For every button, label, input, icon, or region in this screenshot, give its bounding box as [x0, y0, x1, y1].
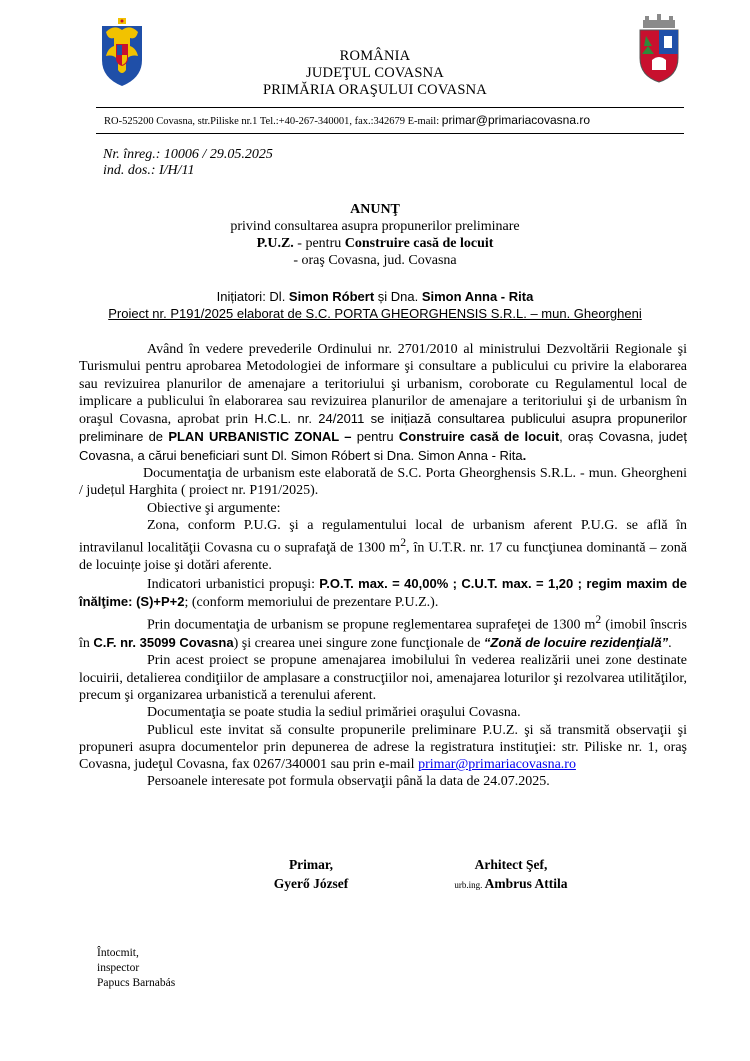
announcement-title: ANUNŢ — [350, 202, 400, 217]
p6-text-d: ) şi crearea unei singure zone funcţionale de — [233, 636, 484, 652]
p4-text-b: , în U.T.R. nr. 17 cu funcţiunea dominantă – zonă de locuințe joise şi dotări aferente. — [79, 540, 688, 574]
address-text: RO-525200 Covasna, str.Piliske nr.1 Tel.:+40-267-340001, fax.:342679 E-mail: — [104, 116, 442, 127]
header-divider-bottom — [96, 133, 684, 134]
architect-title: Arhitect Şef, — [474, 857, 548, 872]
email-link[interactable]: primar@primariacovasna.ro — [418, 757, 576, 773]
p6-zone: “Zonă de locuire rezidenţială” — [483, 635, 669, 651]
p1-text-b: H.C.L. nr. 24/2011 se inițiază consultarea publicului asupra propunerilor preliminare de — [79, 411, 687, 445]
paragraph-5 — [79, 575, 687, 612]
p6-end: . — [668, 636, 672, 652]
p6-cadastral: C.F. nr. 35099 Covasna — [93, 635, 234, 651]
announcement-subtitle: privind consultarea asupra propunerilor preliminare — [230, 219, 520, 234]
paragraph-7: Prin acest proiect se propune amenajarea imobilului în vederea realizării unei zone destinate locuirii, detalierea condiţiilor de amplasare a construcţiilor noi, amenajarea loturilor şi rezolvarea utilităţilor, precum şi organizarea urbanistică a terenului aferent. — [79, 653, 687, 703]
header-address — [104, 113, 590, 127]
header-email[interactable]: primar@primariacovasna.ro — [441, 113, 590, 127]
p1-text-f: , oraș Covasna, județ Covasna, a cărui beneficiari sunt Dl. Simon Róbert si Dna. Simon Anna - Rita — [79, 429, 687, 463]
mayor-title: Primar, — [288, 857, 334, 872]
architect-prefix: urb.ing. — [454, 880, 485, 890]
p1-text-a: Având în vedere prevederile Ordinului nr. 2701/2010 al ministrului Dezvoltării Regionale şi Turismului pentru aprobarea Metodologiei de informare şi consultare a publicului cu privire la elaborarea sau revizuirea planurilor de amenajare a teritoriului şi urbanism, coroborate cu Regulamentul local de implicare a publicului în elaborarea sau revizuirea planurilor de amenajare a teritoriului şi de urbanism în oraşul Covasna, aprobat prin — [79, 342, 687, 428]
p5-text-a: Indicatori urbanistici propuşi: — [147, 576, 320, 592]
header-county: JUDEŢUL COVASNA — [306, 65, 444, 81]
architect-name: Ambrus Attila — [484, 876, 568, 891]
subject-name: Construire casă de locuit — [344, 236, 494, 251]
header-institution: PRIMĂRIA ORAŞULUI COVASNA — [263, 82, 487, 98]
header-divider-top — [96, 107, 684, 108]
announcement-location: - oraş Covasna, jud. Covasna — [293, 253, 457, 268]
paragraph-6 — [79, 611, 687, 652]
p4-sup: 2 — [400, 536, 407, 550]
p4-text-a: Zona, conform P.U.G. şi a regulamentului local de urbanism aferent P.U.G. se află în intravilanul localităţii Covasna cu o suprafaţă de 1300 m — [79, 517, 687, 556]
initiators-mid: și Dna. — [374, 289, 422, 304]
p1-subject: Construire casă de locuit — [398, 429, 560, 445]
p6-sup: 2 — [595, 613, 602, 627]
project-line: Proiect nr. P191/2025 elaborat de S.C. PORTA GHEORGHENSIS S.R.L. – mun. Gheorgheni — [108, 306, 642, 321]
announcement-subject — [0, 236, 750, 252]
mayor-name: Gyerő József — [273, 876, 349, 891]
initiators-prefix: Inițiatori: Dl. — [216, 289, 289, 304]
paragraph-4 — [79, 517, 687, 575]
paragraph-2: Documentaţia de urbanism este elaborată de S.C. Porta Gheorghensis S.R.L. - mun. Gheorgheni / județul Harghita ( proiect nr. P191/2025). — [79, 466, 687, 499]
prepared-by-label: Întocmit, — [97, 947, 139, 959]
p9-text: Publicul este invitat să consulte propunerile preliminare P.U.Z. şi să transmită observaţii şi propuneri asupra documentelor prin depunerea de adrese la registratura instituţiei: str. Piliske nr. 1, oraş Covasna, judeţul Covasna, fax 0267/340001 sau prin e-mail — [79, 722, 687, 773]
paragraph-1 — [79, 341, 687, 465]
header-country: ROMÂNIA — [339, 48, 411, 64]
architect-name-line — [426, 876, 596, 892]
p1-text-d: pentru — [351, 429, 399, 445]
announcement-body — [79, 341, 687, 791]
initiators-line — [0, 289, 750, 304]
puz-label: P.U.Z. — [256, 236, 294, 251]
preparer-name: Papucs Barnabás — [97, 977, 176, 989]
paragraph-10: Persoanele interesate pot formula observaţii până la data de 24.07.2025. — [147, 774, 550, 790]
p6-text-b: (imobil înscris în — [79, 617, 687, 652]
paragraph-3: Obiective şi argumente: — [147, 500, 281, 516]
preparer-role: inspector — [97, 962, 140, 974]
initiator-2: Simon Anna - Rita — [421, 289, 534, 304]
file-index: ind. dos.: I/H/11 — [103, 163, 195, 178]
initiator-1: Simon Róbert — [288, 289, 375, 304]
p5-text-c: ; (conform memoriului de prezentare P.U.Z.). — [184, 594, 439, 610]
registration-number: Nr. înreg.: 10006 / 29.05.2025 — [103, 147, 273, 162]
subject-connector: - pentru — [293, 236, 345, 251]
paragraph-9 — [79, 722, 687, 774]
p1-plan-label: PLAN URBANISTIC ZONAL – — [168, 429, 352, 445]
p5-indicators: P.O.T. max. = 40,00% ; C.U.T. max. = 1,20 ; regim maxim de înălţime: (S)+P+2 — [79, 575, 687, 609]
p6-text-a: Prin documentaţia de urbanism se propune reglementarea suprafeţei de 1300 m — [147, 617, 596, 633]
p1-end: . — [522, 447, 527, 463]
paragraph-8: Documentaţia se poate studia la sediul primăriei oraşului Covasna. — [147, 705, 521, 721]
